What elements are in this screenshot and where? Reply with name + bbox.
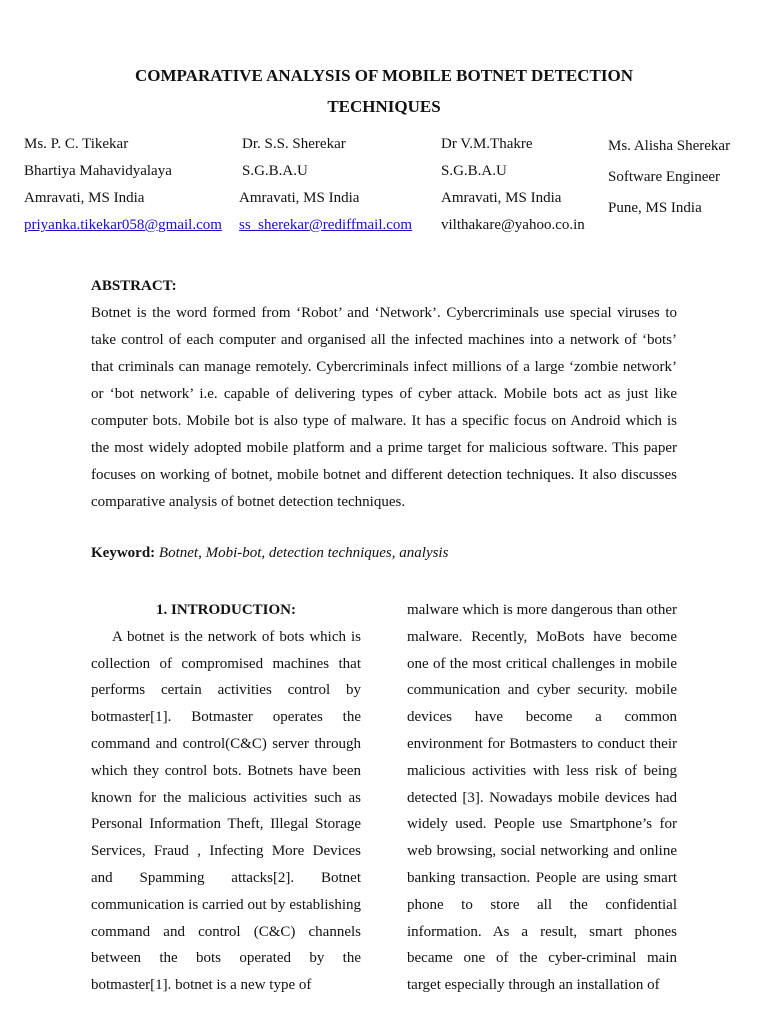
author-block-tikekar (24, 131, 222, 239)
author-block-sherekar (239, 131, 412, 239)
section-heading-introduction: 1. INTRODUCTION: (155, 602, 296, 618)
author-org: S.G.B.A.U (441, 163, 507, 179)
abstract-section (91, 273, 677, 516)
intro-paragraph-right: malware which is more dangerous than other malware. Recently, MoBots have become one of the most critical challenges in mobile communication and cyber security. mobile devices have become a common environment for Botmasters to conduct their malicious activities with less risk of being detected [3]. Nowadays mobile devices had widely used. People use Smartphone’s for web browsing, social networking and online banking transaction. People are using smart phone to store all the confidential information. As a result, smart phones became one of the cyber-criminal main target especially through an installation of (407, 602, 677, 994)
body-column-left (91, 597, 361, 999)
author-location: Amravati, MS India (24, 190, 145, 206)
author-email-link[interactable]: priyanka.tikekar058@gmail.com (24, 217, 222, 233)
author-location: Amravati, MS India (239, 190, 360, 206)
abstract-body: Botnet is the word formed from ‘Robot’ and ‘Network’. Cybercriminals use special viruses to take control of each computer and organised all the infected machines into a network of ‘bots’ that criminals can manage remotely. Cybercriminals infect millions of a large ‘zombie network’ or ‘bot network’ i.e. capable of delivering types of cyber attack. Mobile bots act as just like computer bots. Mobile bot is also type of malware. It has a specific focus on Android which is the most widely adopted mobile platform and a prime target for malicious software. This paper focuses on working of botnet, mobile botnet and different detection techniques. It also discusses comparative analysis of botnet detection techniques. (91, 305, 677, 510)
author-block-thakre (441, 131, 585, 239)
author-name: Dr V.M.Thakre (441, 136, 533, 152)
author-org: S.G.B.A.U (242, 163, 308, 179)
author-org: Software Engineer (608, 169, 721, 185)
keyword-separator: : (150, 545, 156, 561)
author-location: Amravati, MS India (441, 190, 562, 206)
keyword-list: Botnet, Mobi-bot, detection techniques, analysis (155, 545, 449, 561)
author-org: Bhartiya Mahavidyalaya (24, 163, 172, 179)
abstract-heading: ABSTRACT: (91, 278, 177, 294)
author-email-link[interactable]: ss_sherekar@rediffmail.com (239, 217, 413, 233)
author-name: Ms. P. C. Tikekar (24, 136, 129, 152)
author-location: Pune, MS India (608, 200, 702, 216)
paper-title-line-2: TECHNIQUES (327, 97, 441, 116)
author-name: Dr. S.S. Sherekar (242, 136, 346, 152)
intro-paragraph-left: A botnet is the network of bots which is collection of compromised machines that performs certain activities control by botmaster[1]. Botmaster operates the command and control(C&C) server through which they control bots. Botnets have been known for the malicious activities such as Personal Information Theft, Illegal Storage Services, Fraud , Infecting More Devices and Spamming attacks[2]. Botnet communication is carried out by establishing command and control (C&C) channels between the bots operated by the botmaster[1]. botnet is a new type of (91, 628, 361, 994)
body-column-right (407, 597, 677, 999)
paper-title-line-1: COMPARATIVE ANALYSIS OF MOBILE BOTNET DETECTION (135, 66, 633, 85)
paper-title (60, 60, 708, 122)
author-block-alisha-sherekar (608, 131, 730, 224)
author-name: Ms. Alisha Sherekar (608, 138, 731, 154)
keyword-label: Keyword (91, 545, 151, 561)
keywords-line (91, 540, 677, 567)
author-email: vilthakare@yahoo.co.in (441, 217, 585, 233)
